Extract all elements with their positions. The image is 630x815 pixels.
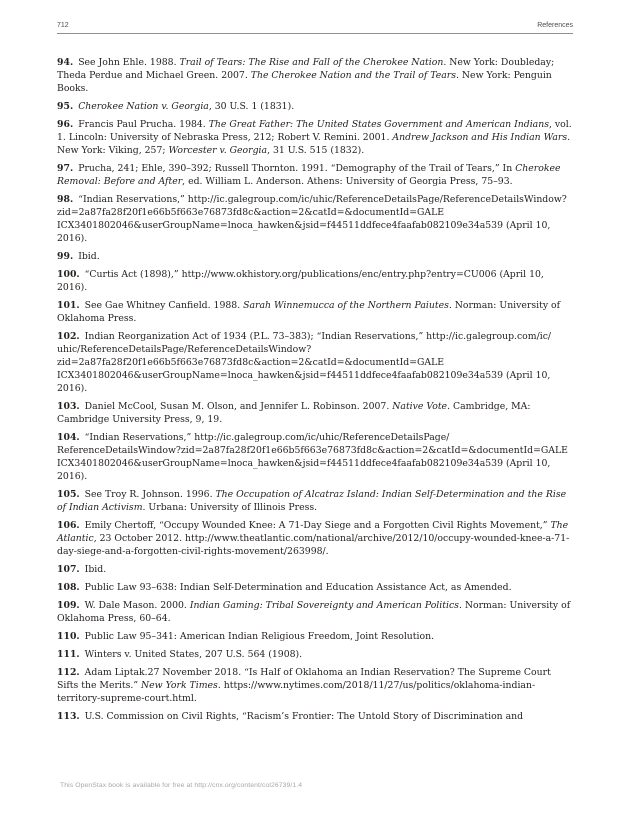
reference-text: , 30 U.S. 1 (1831). [208,101,295,112]
work-title: The Atlantic [57,520,569,544]
reference-text: . Urbana: University of Illinois Press. [142,502,318,513]
reference-item [57,330,573,395]
reference-text: Adam Liptak.27 November 2018. “Is Half of Oklahoma an Indian Reservation? The Supreme Court Sifts the Merits.” [57,667,551,691]
reference-text: , 31 U.S. 515 (1832). [267,145,365,156]
reference-item [57,488,573,514]
work-title: The Occupation of Alcatraz Island: Indian Self-Determination and the Rise of Indian Activism [57,489,567,513]
reference-text: See Troy R. Johnson. 1996. [84,489,216,500]
reference-number: 110. [57,631,80,642]
work-title: Cherokee Removal: Before and After [57,163,561,187]
reference-item [57,563,573,576]
references-list [57,56,573,723]
work-title: The Great Father: The United States Government and American Indians [208,119,549,130]
work-title: The Cherokee Nation and the Trail of Tears [250,70,457,81]
reference-text: Daniel McCool, Susan M. Olson, and Jennifer L. Robinson. 2007. [84,401,393,412]
reference-item [57,162,573,188]
reference-number: 102. [57,331,80,342]
reference-text: . Cambridge, MA: Cambridge University Press, 9, 19. [57,401,531,425]
reference-number: 111. [57,649,80,660]
reference-number: 109. [57,600,80,611]
reference-number: 94. [57,57,74,68]
reference-item [57,666,573,705]
reference-number: 96. [57,119,74,130]
reference-number: 105. [57,489,80,500]
work-title: Native Vote [392,401,448,412]
reference-text: W. Dale Mason. 2000. [84,600,190,611]
reference-text: “Curtis Act (1898),” http:/​/​www.okhistory.org/​publications/​enc/​entry.php?entry=CU006 (April 10, 2016). [57,269,544,293]
running-head: References [537,22,573,29]
work-title: Worcester v. Georgia [168,145,268,156]
work-title: Cherokee Nation v. Georgia [78,101,209,112]
reference-item [57,581,573,594]
reference-item [57,599,573,625]
work-title: Indian Gaming: Tribal Sovereignty and American Politics [189,600,459,611]
reference-item [57,299,573,325]
reference-text: Ibid. [84,564,107,575]
reference-number: 100. [57,269,80,280]
reference-text: . New York: Doubleday; Theda Perdue and Michael Green. 2007. [57,57,555,81]
reference-text: , vol. 1. Lincoln: University of Nebraska Press, 212; Robert V. Remini. 2001. [57,119,572,143]
reference-text: Public Law 93–638: Indian Self-Determination and Education Assistance Act, as Amended. [84,582,512,593]
reference-item [57,400,573,426]
reference-number: 107. [57,564,80,575]
reference-item [57,193,573,245]
reference-number: 106. [57,520,80,531]
reference-number: 99. [57,251,74,262]
reference-text: , ed. William L. Anderson. Athens: University of Georgia Press, 75–93. [182,176,513,187]
reference-item [57,630,573,643]
work-title: Andrew Jackson and His Indian Wars [392,132,568,143]
work-title: Trail of Tears: The Rise and Fall of the Cherokee Nation [179,57,444,68]
reference-item [57,519,573,558]
reference-text: Francis Paul Prucha. 1984. [78,119,209,130]
reference-item [57,100,573,113]
reference-item [57,118,573,157]
reference-text: “Indian Reservations,” http:/​/​ic.galegroup.com/​ic/​uhic/​ReferenceDetailsPage/​ReferenceDetailsWindow?zid=2a87fa28f20f1e66b5f663e76873fd8c&action=2&catId=&documentId=GALE ICX3401802046&userGroupName=lnoca_hawken&jsid=f44511ddfece4faafab082109e34a539 (April 10, 2016). [57,194,567,244]
reference-text: “Indian Reservations,” http:/​/​ic.galegroup.com/​ic/​uhic/​ReferenceDetailsPage/​ReferenceDetailsWindow?zid=2a87fa28f20f1e66b5f663e76873fd8c&action=2&catId=&documentId=GALE ICX3401802046&userGroupName=lnoca_hawken&jsid=f44511ddfece4faafab082109e34a539 (April 10, 2016). [57,432,568,482]
reference-item [57,710,573,723]
work-title: New York Times [141,680,218,691]
reference-text: Indian Reorganization Act of 1934 (P.L. 73–383); “Indian Reservations,” http:/​/​ic.galegroup.com/​ic/​uhic/​ReferenceDetailsPage/​ReferenceDetailsWindow?zid=2a87fa28f20f1e66b5f663e76873fd8c&action=2&catId=&documentId=GALE ICX3401802046&userGroupName=lnoca_hawken&jsid=f44511ddfece4faafab082109e34a539 (April 10, 2016). [57,331,552,394]
reference-text: Winters v. United States, 207 U.S. 564 (1908). [84,649,303,660]
reference-text: U.S. Commission on Civil Rights, “Racism’s Frontier: The Untold Story of Discrimination and [84,711,524,722]
page-number: 712 [57,22,69,29]
work-title: Sarah Winnemucca of the Northern Paiutes [243,300,449,311]
reference-item [57,56,573,95]
reference-number: 103. [57,401,80,412]
reference-text: Prucha, 241; Ehle, 390–392; Russell Thornton. 1991. “Demography of the Trail of Tears,” In [78,163,516,174]
reference-item [57,648,573,661]
reference-text: See John Ehle. 1988. [78,57,180,68]
reference-number: 95. [57,101,74,112]
reference-number: 108. [57,582,80,593]
reference-text: . Norman: University of Oklahoma Press, 60–64. [57,600,571,624]
reference-text: See Gae Whitney Canfield. 1988. [84,300,244,311]
reference-item [57,431,573,483]
page-footer: This OpenStax book is available for free at http://cnx.org/content/col26739/1.4 [60,782,303,789]
reference-item [57,250,573,263]
reference-text: . New York: Viking, 257; [57,132,571,156]
reference-text: Public Law 95–341: American Indian Religious Freedom, Joint Resolution. [84,631,435,642]
reference-text: . Norman: University of Oklahoma Press. [57,300,561,324]
reference-text: , 23 October 2012. http:/​/​www.theatlantic.com/​national/​archive/​2012/​10/​occupy-wounded-knee-a-71-day-siege-and-a-forgotten-civil-rights-movement/​263998/​. [57,533,570,557]
reference-number: 101. [57,300,80,311]
reference-text: . New York: Penguin Books. [57,70,552,94]
reference-number: 98. [57,194,74,205]
reference-text: . https:/​/​www.nytimes.com/​2018/​11/​27/​us/​politics/​oklahoma-indian-territory-supreme-court.html. [57,680,536,704]
reference-text: Ibid. [78,251,100,262]
reference-number: 112. [57,667,80,678]
page-header [57,22,573,34]
reference-item [57,268,573,294]
reference-number: 97. [57,163,74,174]
reference-number: 113. [57,711,80,722]
reference-number: 104. [57,432,80,443]
reference-text: Emily Chertoff, “Occupy Wounded Knee: A 71-Day Siege and a Forgotten Civil Rights Movement,” [84,520,551,531]
